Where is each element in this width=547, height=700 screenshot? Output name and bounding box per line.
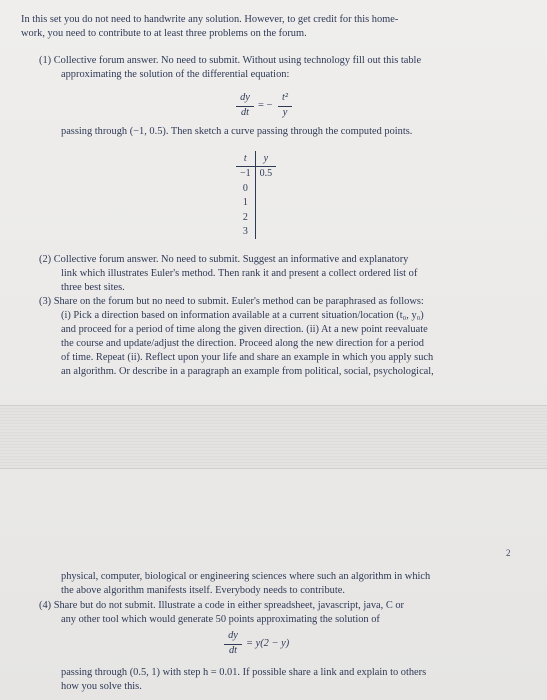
- problem-1-after: passing through (−1, 0.5). Then sketch a curve passing through the computed points.: [61, 126, 413, 137]
- table-row: [236, 210, 276, 225]
- table-cell: [255, 196, 276, 211]
- page-divider-bottom: [0, 468, 547, 469]
- eq2-lhs-fraction: [222, 630, 244, 656]
- problem-3-line-3: and proceed for a period of time along the given direction. (ii) At a new point reevaluate: [61, 324, 428, 335]
- table-cell: 3: [236, 225, 255, 240]
- values-table: [236, 151, 276, 239]
- problem-4-line-2: any other tool which would generate 50 points approximating the solution of: [61, 614, 380, 625]
- table-cell: 2: [236, 210, 255, 225]
- problem-2-line-3: three best sites.: [61, 282, 125, 293]
- problem-3-line-6: an algorithm. Or describe in a paragraph an example from political, social, psychological,: [61, 366, 434, 377]
- problem-3-line-4: the course and update/adjust the direction. Proceed along the new direction for a period: [61, 338, 424, 349]
- intro-line-1: In this set you do not need to handwrite any solution. However, to get credit for this home-: [21, 14, 399, 25]
- table-header-t: t: [236, 151, 255, 166]
- problem-1-line-1: (1) Collective forum answer. No need to submit. Without using technology fill out this table: [39, 55, 422, 66]
- eq1-rhs-fraction: [276, 92, 294, 118]
- table-cell: 1: [236, 196, 255, 211]
- problem-2-line-2: link which illustrates Euler's method. Then rank it and present a collect ordered list of: [61, 268, 418, 279]
- table-cell: −1: [236, 166, 255, 181]
- problem-4-after-line-2: how you solve this.: [61, 681, 142, 692]
- eq1-rhs-numerator: t²: [281, 92, 288, 103]
- page-number: 2: [506, 548, 511, 558]
- problem-4-line-1: (4) Share but do not submit. Illustrate a code in either spreadsheet, javascript, java, C or: [39, 600, 405, 611]
- eq2-lhs-denominator: dt: [228, 645, 238, 656]
- problem-3-line-5: of time. Repeat (ii). Reflect upon your life and share an example in which you apply such: [61, 352, 434, 363]
- eq1-lhs-denominator: dt: [240, 107, 250, 118]
- table-cell: [255, 181, 276, 196]
- table-row: [236, 225, 276, 240]
- problem-3-cont-line-2: the above algorithm manifests itself. Everybody needs to contribute.: [61, 585, 345, 596]
- table-header-row: [236, 151, 276, 166]
- problem-4-after-line-1: passing through (0.5, 1) with step h = 0.01. If possible share a link and explain to others: [61, 667, 427, 678]
- eq1-lhs-fraction: [234, 92, 256, 118]
- table-cell: 0.5: [259, 168, 273, 180]
- table-header-y: y: [255, 151, 276, 166]
- problem-1-line-2: approximating the solution of the differential equation:: [61, 69, 290, 80]
- eq1-lhs-numerator: dy: [240, 92, 250, 103]
- problem-3-line-1: (3) Share on the forum but no need to submit. Euler's method can be paraphrased as follows:: [39, 296, 424, 307]
- table-cell: [255, 210, 276, 225]
- eq2-rhs: = y(2 − y): [246, 638, 290, 649]
- page-break-band: [0, 406, 547, 468]
- table-row: [236, 196, 276, 211]
- table-row: [236, 166, 276, 181]
- eq1-rhs-denominator: y: [282, 107, 288, 118]
- table-cell: 0: [236, 181, 255, 196]
- problem-3-line-2: (i) Pick a direction based on information available at a current situation/location (t₀, y₀): [61, 310, 424, 321]
- intro-line-2: work, you need to contribute to at least three problems on the forum.: [21, 28, 307, 39]
- table-cell: [255, 225, 276, 240]
- problem-3-cont-line-1: physical, computer, biological or engineering sciences where such an algorithm in which: [61, 571, 431, 582]
- table-row: [236, 181, 276, 196]
- eq2-lhs-numerator: dy: [228, 630, 238, 641]
- eq1-equals: = −: [258, 100, 273, 111]
- problem-2-line-1: (2) Collective forum answer. No need to submit. Suggest an informative and explanatory: [39, 254, 409, 265]
